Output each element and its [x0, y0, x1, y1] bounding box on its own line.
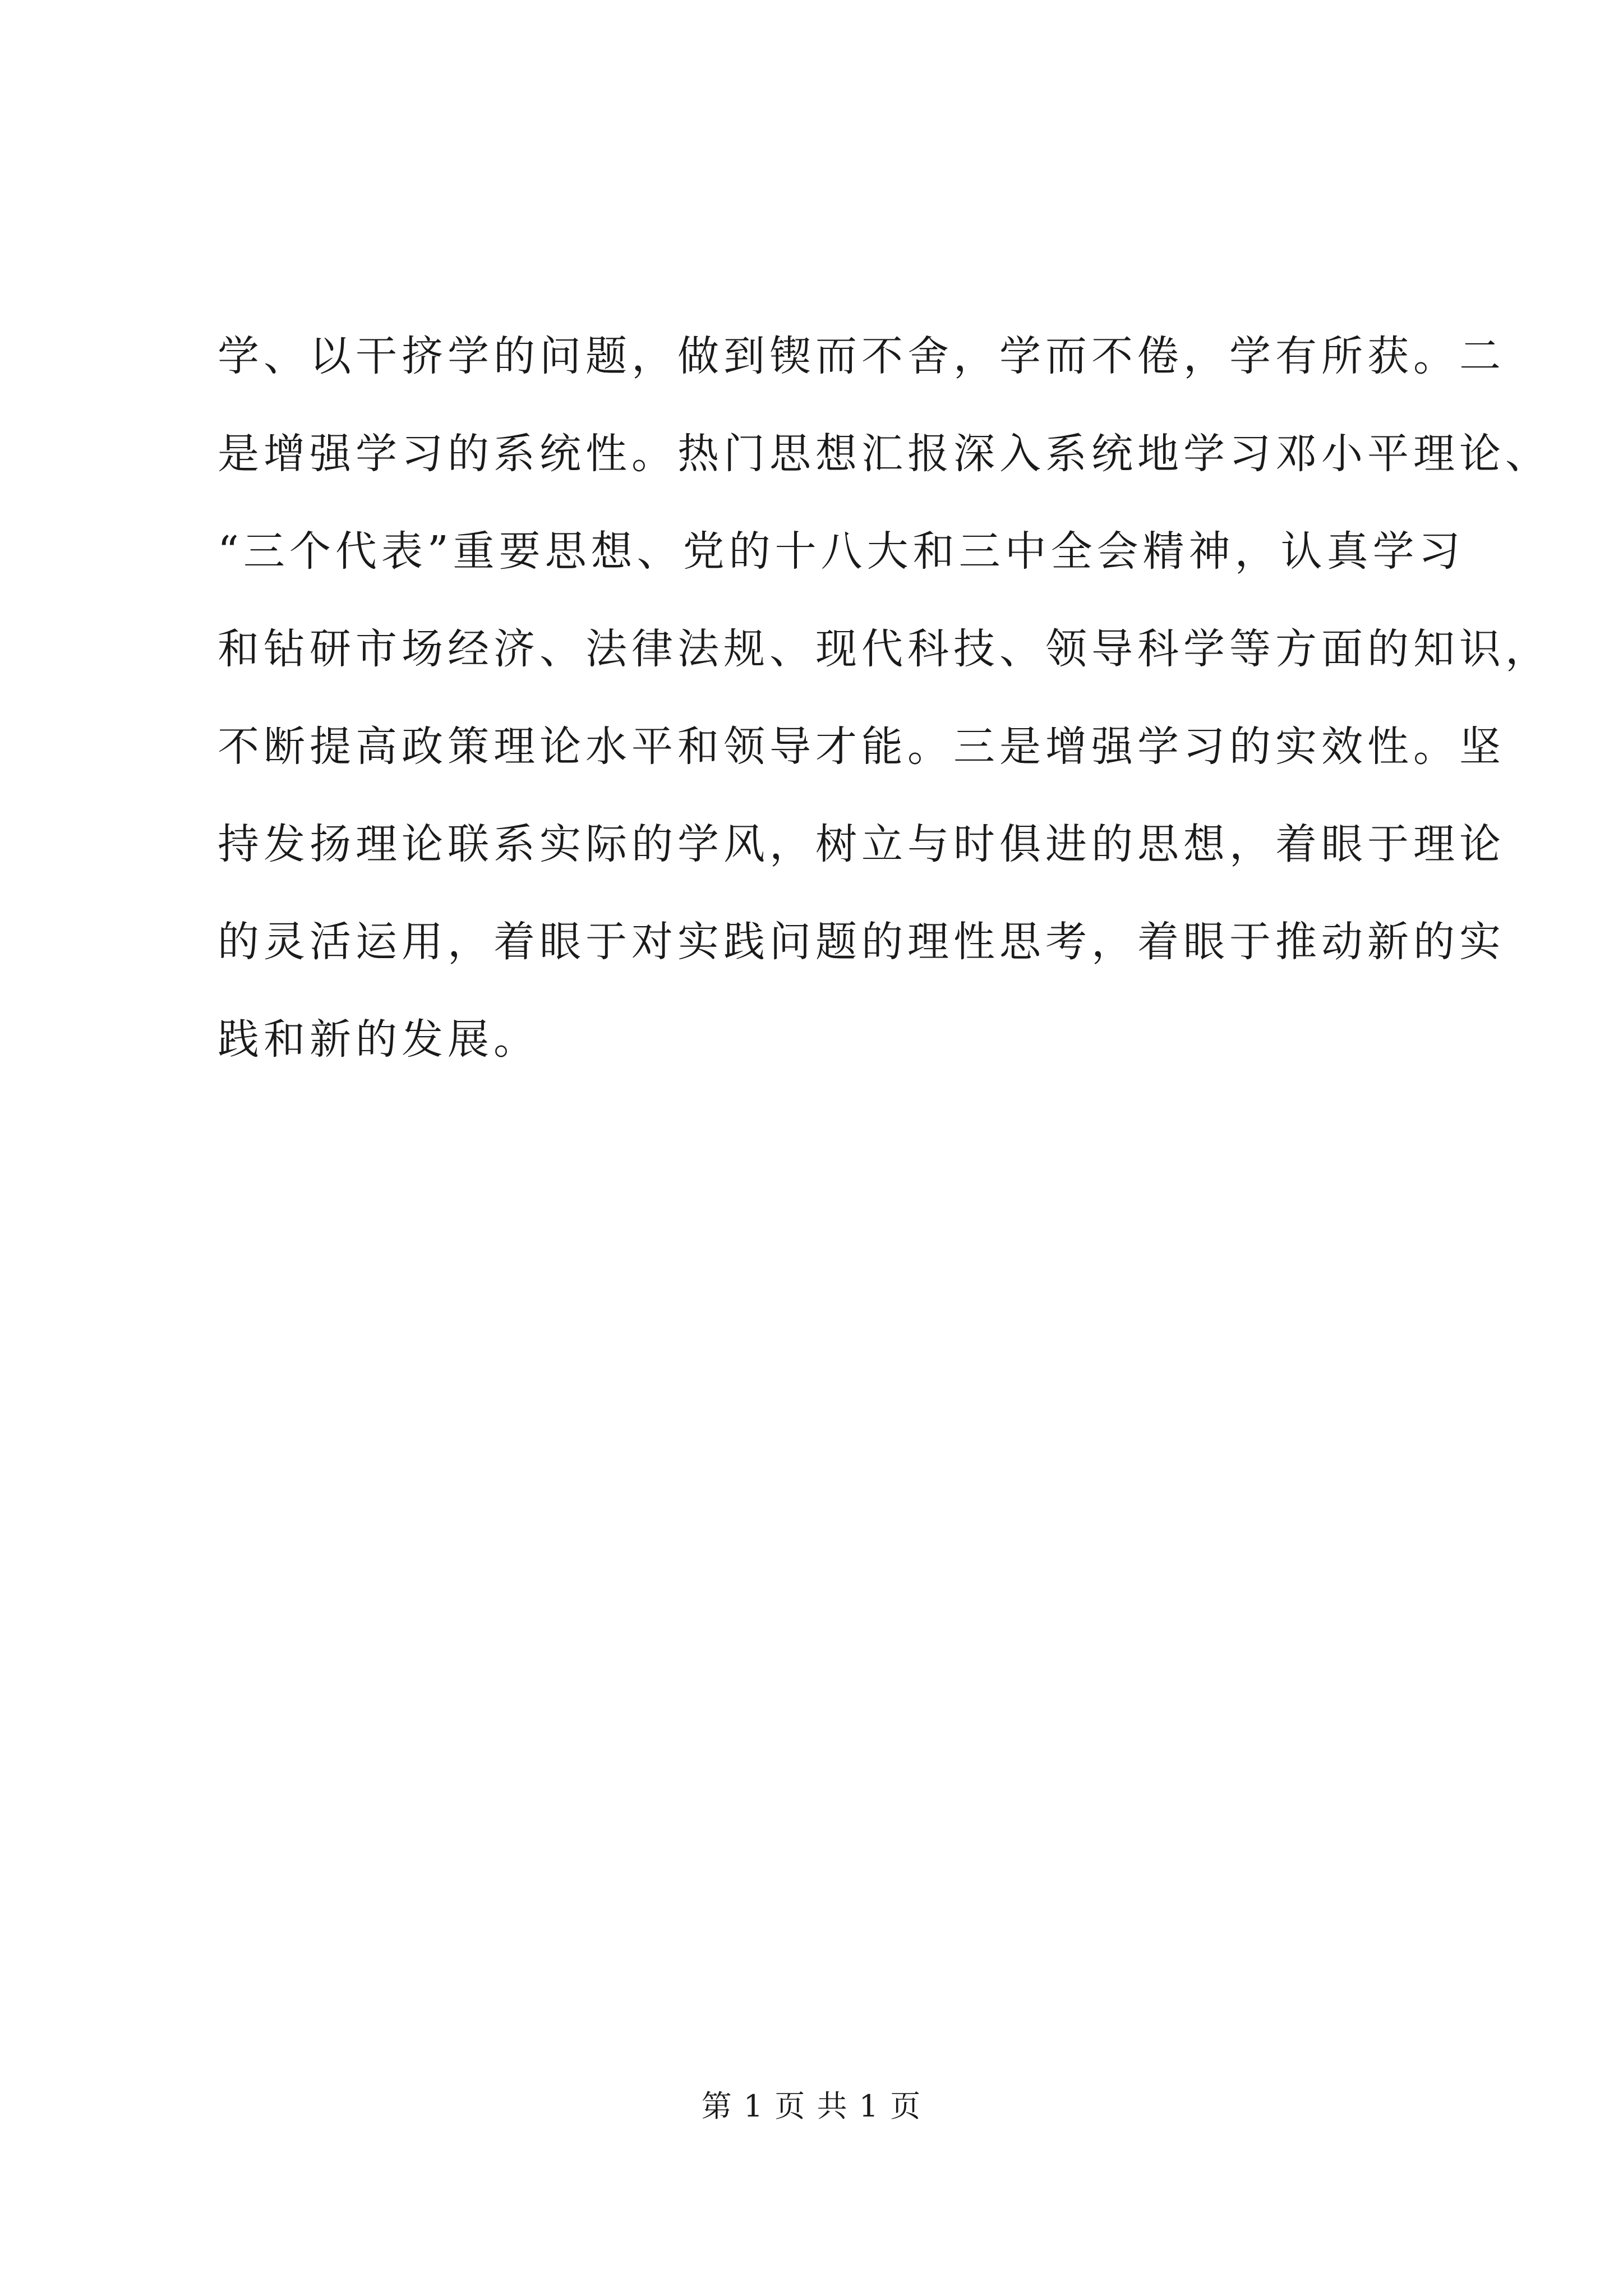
paragraph-line: 学、以干挤学的问题，做到锲而不舍，学而不倦，学有所获。二 [218, 332, 1505, 380]
paragraph-line: 不断提高政策理论水平和领导才能。三是增强学习的实效性。坚 [218, 723, 1505, 771]
paragraph-line: “三个代表”重要思想、党的十八大和三中全会精神，认真学习 [218, 527, 1465, 576]
paragraph-line: 和钻研市场经济、法律法规、现代科技、领导科学等方面的知识， [218, 625, 1551, 673]
page-number-footer: 第 1 页 共 1 页 [701, 2088, 922, 2124]
paragraph-line: 持发扬理论联系实际的学风，树立与时俱进的思想，着眼于理论 [218, 820, 1505, 868]
paragraph-line: 是增强学习的系统性。热门思想汇报深入系统地学习邓小平理论、 [218, 430, 1551, 478]
body-paragraph [218, 307, 1551, 1088]
paragraph-line: 的灵活运用，着眼于对实践问题的理性思考，着眼于推动新的实 [218, 918, 1505, 966]
paragraph-line: 践和新的发展。 [218, 1015, 540, 1064]
